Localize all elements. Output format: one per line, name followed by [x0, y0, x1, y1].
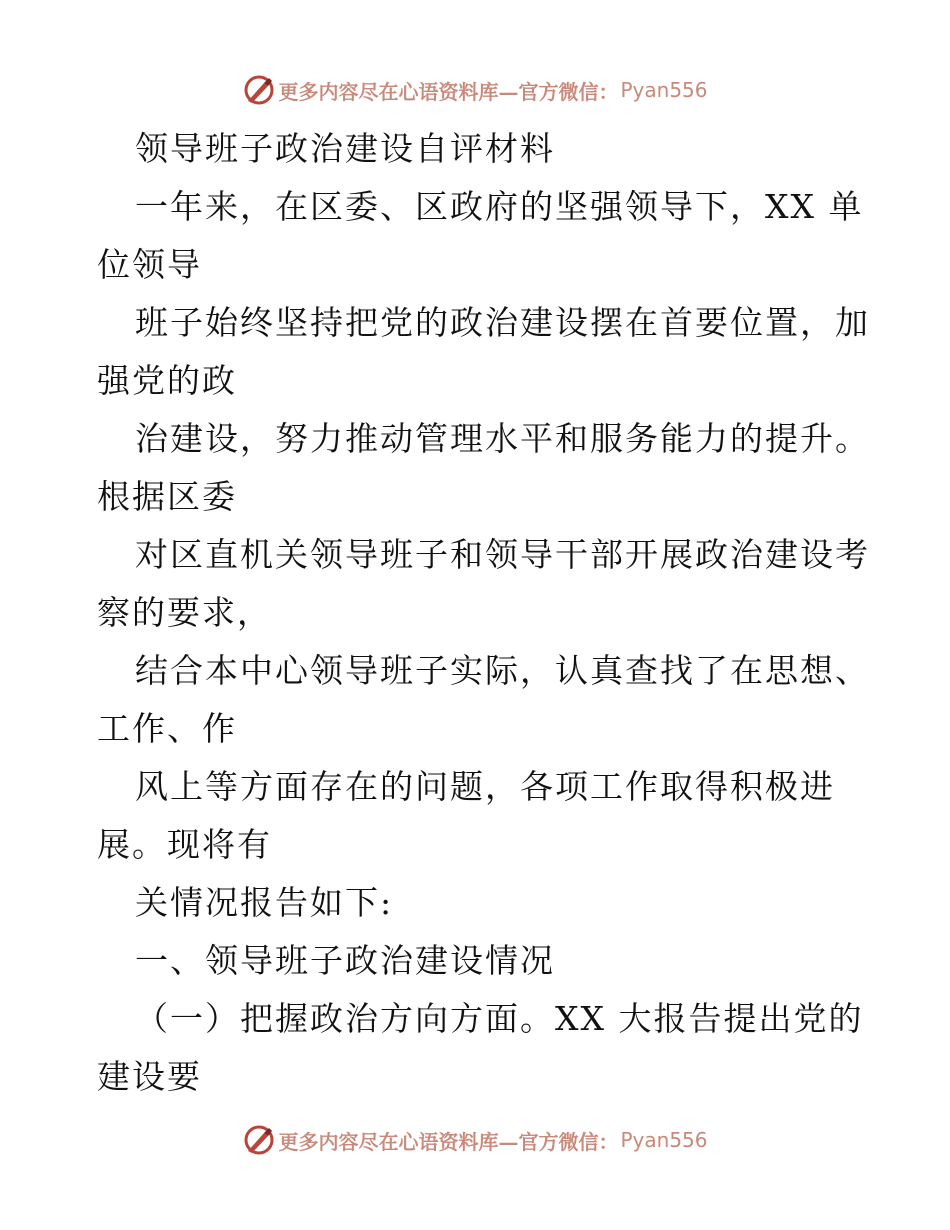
footer-banner	[0, 1120, 950, 1160]
document-body	[97, 120, 870, 1106]
pen-logo-icon	[242, 73, 276, 107]
text-line: 对区直机关领导班子和领导干部开展政治建设考	[135, 535, 870, 574]
text-line: 治建设，努力推动管理水平和服务能力的提升。	[135, 419, 870, 458]
text-line: 展。现将有	[97, 825, 272, 864]
text-line: 建设要	[97, 1057, 202, 1096]
text-line: 一年来，在区委、区政府的坚强领导下，XX 单	[135, 187, 864, 226]
text-line: 风上等方面存在的问题，各项工作取得积极进	[135, 767, 835, 806]
pen-logo-icon	[242, 1123, 276, 1157]
text-line: 位领导	[97, 245, 202, 284]
banner-text: 更多内容尽在心语资料库—官方微信：	[278, 1129, 619, 1154]
banner-wechat-id: Pyan556	[620, 78, 708, 102]
header-banner	[0, 70, 950, 110]
text-line: 结合本中心领导班子实际，认真查找了在思想、	[135, 651, 870, 690]
text-line: 关情况报告如下:	[135, 883, 394, 922]
text-line: 一、领导班子政治建设情况	[135, 941, 555, 980]
text-line: 察的要求，	[97, 593, 272, 632]
text-line: 根据区委	[97, 477, 237, 516]
banner-text: 更多内容尽在心语资料库—官方微信：	[278, 79, 619, 104]
text-line: 强党的政	[97, 361, 237, 400]
text-line: （一）把握政治方向方面。XX 大报告提出党的	[135, 999, 864, 1038]
text-line: 工作、作	[97, 709, 237, 748]
text-line: 领导班子政治建设自评材料	[135, 129, 555, 168]
text-line: 班子始终坚持把党的政治建设摆在首要位置，加	[135, 303, 870, 342]
banner-wechat-id: Pyan556	[620, 1128, 708, 1152]
